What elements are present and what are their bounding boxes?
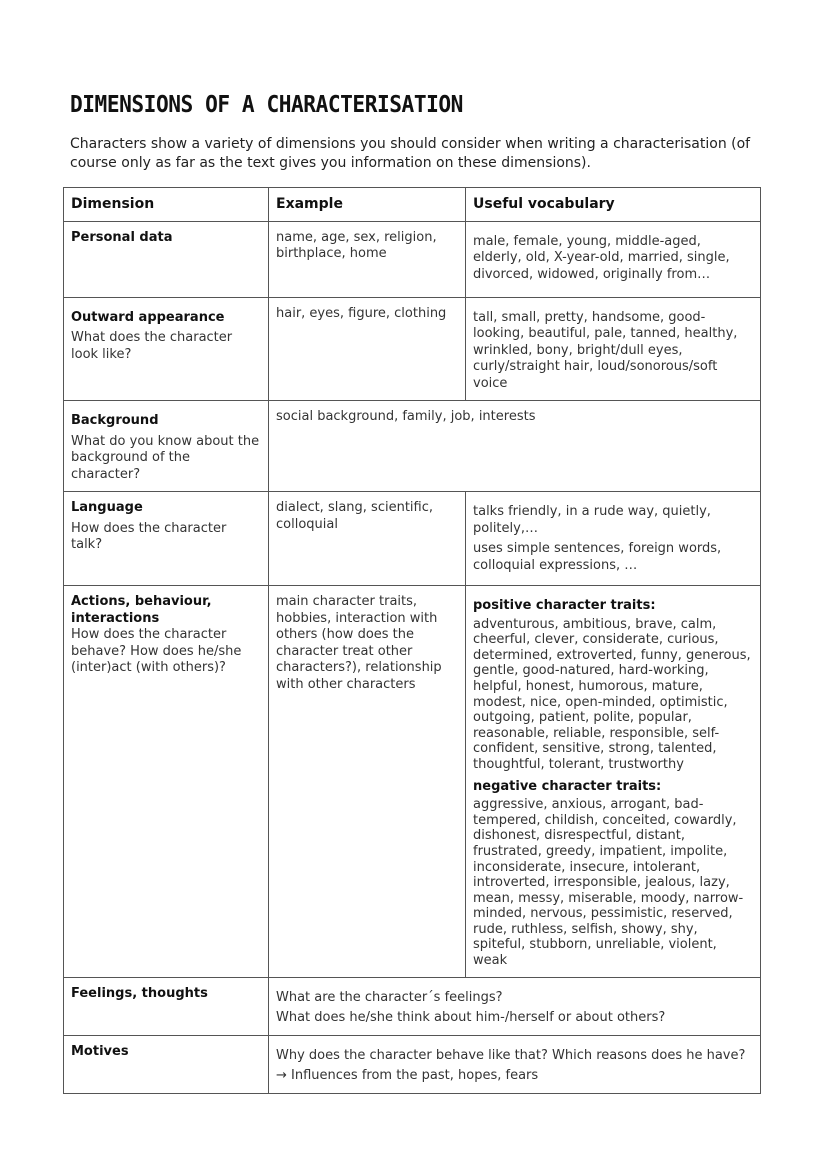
dimension-title: Outward appearance	[71, 309, 225, 325]
dimension-title: Actions, behaviour, interactions	[71, 594, 212, 626]
table-row	[64, 401, 761, 492]
table-row	[64, 297, 761, 401]
vocabulary-cell	[466, 297, 761, 401]
vocabulary-text: uses simple sentences, foreign words, colloquial expressions, …	[473, 541, 722, 573]
example-cell: social background, family, job, interests	[269, 401, 761, 492]
dimension-title: Motives	[71, 1043, 129, 1059]
dimension-title: Background	[71, 413, 159, 428]
description-line: What does he/she think about him-/herself or about others?	[276, 1010, 666, 1026]
description-line: What are the character´s feelings?	[276, 989, 503, 1005]
dimension-question: What does the character look like?	[71, 330, 233, 362]
example-cell: main character traits, hobbies, interaction with others (how does the character treat other characters?), relationship with other characters	[269, 586, 466, 978]
dimension-title: Personal data	[71, 229, 173, 245]
positive-traits-heading: positive character traits:	[473, 598, 656, 613]
description-line: → Influences from the past, hopes, fears	[276, 1068, 539, 1084]
description-line: Why does the character behave like that? Which reasons does he have?	[276, 1047, 746, 1063]
header-example: Example	[269, 188, 466, 222]
vocabulary-text: talks friendly, in a rude way, quietly, politely,…	[473, 504, 711, 536]
example-cell: hair, eyes, figure, clothing	[269, 297, 466, 401]
vocabulary-text: tall, small, pretty, handsome, good-looking, beautiful, pale, tanned, healthy, wrinkled, bony, bright/dull eyes, curly/straight hair, loud/sonorous/soft voice	[473, 309, 738, 391]
vocabulary-text: male, female, young, middle-aged, elderly, old, X-year-old, married, single, divorced, widowed, originally from…	[473, 233, 730, 282]
header-dimension: Dimension	[64, 188, 269, 222]
description-cell	[269, 1035, 761, 1093]
dimension-cell	[64, 1035, 269, 1093]
dimension-question: What do you know about the background of the character?	[71, 433, 260, 482]
vocabulary-cell	[466, 221, 761, 297]
dimension-question: How does the character behave? How does he/she (inter)act (with others)?	[71, 627, 242, 675]
positive-traits-list: adventurous, ambitious, brave, calm, cheerful, clever, considerate, curious, determined, extroverted, funny, generous, gentle, good-natured, hard-working, helpful, honest, humorous, mature, modest, nice, open-minded, optimistic, outgoing, patient, polite, popular, reasonable, reliable, responsible, self-confident, sensitive, strong, talented, thoughtful, tolerant, trustworthy	[473, 616, 751, 772]
negative-traits-list: aggressive, anxious, arrogant, bad-tempered, childish, conceited, cowardly, dishonest, disrespectful, distant, frustrated, greedy, impatient, impolite, inconsiderate, insecure, intolerant, introverted, irresponsible, jealous, lazy, mean, messy, miserable, moody, narrow-minded, nervous, pessimistic, reserved, rude, ruthless, selfish, showy, shy, spiteful, stubborn, unreliable, violent, weak	[473, 797, 744, 969]
table-row	[64, 586, 761, 978]
dimension-cell	[64, 492, 269, 586]
table-header-row	[64, 188, 761, 222]
dimension-cell	[64, 401, 269, 492]
dimension-cell	[64, 297, 269, 401]
negative-traits-heading: negative character traits:	[473, 778, 662, 794]
dimension-title: Feelings, thoughts	[71, 985, 208, 1001]
page-title: DIMENSIONS OF A CHARACTERISATION	[70, 92, 463, 118]
vocabulary-cell	[466, 586, 761, 978]
dimension-cell	[64, 977, 269, 1035]
dimension-cell	[64, 586, 269, 978]
dimension-cell	[64, 221, 269, 297]
table-row	[64, 977, 761, 1035]
table-row	[64, 1035, 761, 1093]
dimensions-table	[63, 187, 761, 1094]
example-cell: name, age, sex, religion, birthplace, home	[269, 221, 466, 297]
header-vocabulary: Useful vocabulary	[466, 188, 761, 222]
table-row	[64, 221, 761, 297]
intro-text: Characters show a variety of dimensions you should consider when writing a characterisation (of course only as far as the text gives you information on these dimensions).	[70, 136, 751, 171]
dimension-question: How does the character talk?	[71, 520, 227, 552]
description-cell	[269, 977, 761, 1035]
example-cell: dialect, slang, scientific, colloquial	[269, 492, 466, 586]
dimension-title: Language	[71, 500, 143, 515]
table-row	[64, 492, 761, 586]
vocabulary-cell	[466, 492, 761, 586]
